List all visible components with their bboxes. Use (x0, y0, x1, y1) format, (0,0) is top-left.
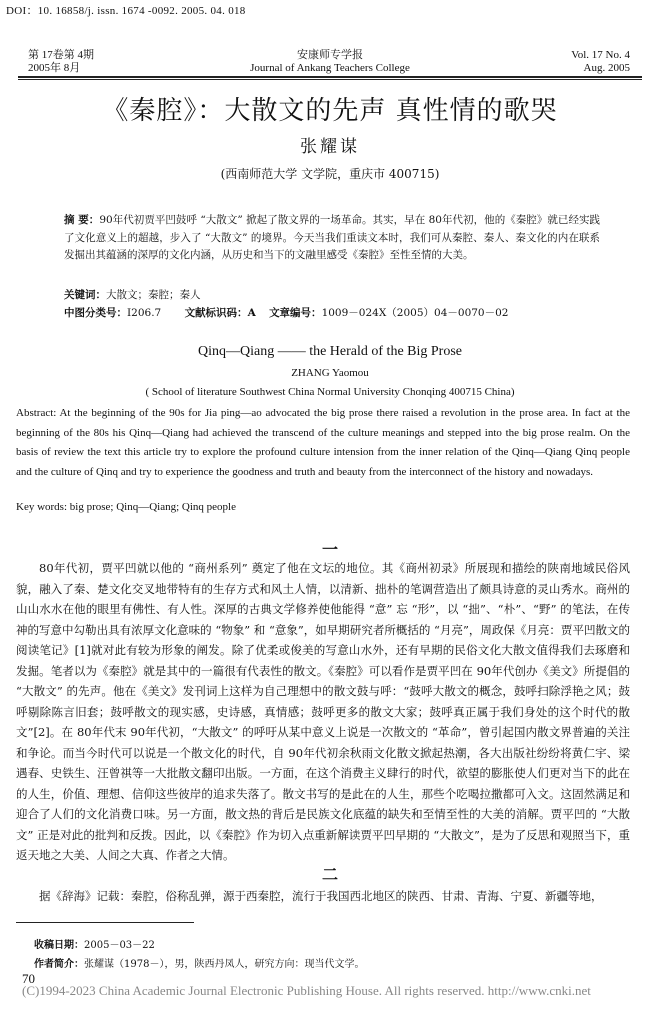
abstract-en (16, 404, 630, 482)
keywords-cn-label: 关键词： (64, 289, 106, 301)
footnote-rule (16, 922, 194, 923)
doc-code-label: 文献标识码： (184, 307, 248, 319)
volume-issue: 第 17卷第 4期 (28, 49, 94, 61)
abstract-cn (64, 212, 600, 265)
footnote-received (34, 936, 155, 951)
article-no-label: 文章编号： (269, 307, 322, 319)
issue-date-en: Aug. 2005 (583, 62, 630, 74)
english-affiliation: ( School of literature Southwest China Normal University Chonqing 400715 China) (145, 386, 515, 398)
received-value: 2005－03－22 (84, 940, 155, 951)
footnote-author-bio (34, 955, 364, 970)
keywords-en-label: Key words: (16, 501, 68, 513)
article-no-value: 1009－024X（2005）04－0070－02 (321, 307, 509, 319)
page-number: 70 (22, 971, 35, 986)
abstract-en-label: Abstract: (16, 407, 57, 419)
journal-volume-info-en (571, 49, 630, 75)
clc-group (64, 307, 171, 319)
article-no-group (269, 307, 518, 319)
paper-author: 张耀谋 (300, 137, 360, 157)
bio-value: 张耀谋（1978－），男，陕西丹凤人，研究方向：现当代文学。 (84, 959, 365, 970)
english-title: Qinq—Qiang —— the Herald of the Big Prose (197, 344, 462, 359)
author-affiliation: (西南师范大学 文学院，重庆市 400715) (220, 167, 440, 181)
abstract-en-text: At the beginning of the 90s for Jia ping—ao advocated the big prose there raised a revolution in the prose area. In fact at the beginning of the 80s his Qinq—Qiang had achieved the transcend of the culture meanings and stepped into the big prose realm. On the basis of review the text this article try to explore the profound culture intension from the inner relation of the Qinq—Qiang Qinq people and the culture of Qinq and try to experience the goodness and truth and beauty from the interconnect of the history and nowadays. (16, 407, 630, 478)
keywords-cn-text: 大散文；秦腔；秦人 (106, 289, 201, 301)
keywords-cn (64, 287, 201, 302)
header-rule-thin (18, 79, 642, 80)
clc-label: 中图分类号： (64, 307, 127, 319)
paper-title: 《秦腔》：大散文的先声 真性情的歌哭 (102, 96, 558, 126)
issue-date: 2005年 8月 (28, 62, 81, 74)
doc-code-group (185, 307, 256, 319)
header-rule-thick (18, 76, 642, 78)
section-heading-two: 二 (321, 865, 338, 884)
journal-name (0, 49, 660, 75)
clc-value: I206.7 (127, 307, 162, 319)
abstract-cn-label: 摘 要： (64, 214, 100, 226)
abstract-cn-text: 90年代初贾平凹鼓呼 “大散文” 掀起了散文界的一场革命。其实，早在 80年代初，他的《秦腔》就已经实践了文化意义上的超越，步入了 “大散文” 的境界。今天当我们重读文本时，我们可从秦腔、秦人、秦文化的内在联系发掘出其蕴涵的深厚的文化内涵，从历史和当下的文融里感受《秦腔》至性至情的大美。 (64, 214, 601, 261)
body-paragraph-1: 80年代初，贾平凹就以他的 “商州系列” 奠定了他在文坛的地位。其《商州初录》所展现和描绘的陕南地域民俗风貌，融入了秦、楚文化交叉地带特有的生存方式和风土人情，以清新、拙朴的笔调营造出了颇具诗意的灵山秀水。商州的山山水水在他的眼里有佛性、有人性。深厚的古典文学修养使他能得 “意” 忘 “形”，以 “拙”、“朴”、“野” 的笔法，在传神的写意中勾勒出具有浓厚文化意味的 “物象” 和 “意象”，如早期研究者所概括的 “月亮”，周政保《月亮：贾平凹散文的阅读笔记》[1]就对此有较为形象的阐发。除了优柔或俊美的写意山水外，还有早期的民俗文化大散文值得我们去琢磨和发掘。笔者以为《秦腔》就是其中的一篇很有代表性的散文。《秦腔》可以看作是贾平凹在 90年代创办《美文》所提倡的 “大散文” 的先声。他在《美文》发刊词上这样为自己理想中的散文鼓与呼：“鼓呼大散文的概念，鼓呼扫除浮艳之风；鼓呼剔除陈言旧套；鼓呼散文的现实感，史诗感，真情感；鼓呼更多的散文大家；鼓呼真正属于我们身处的这个时代的散文”[2]。在 80年代末 90年代初，“大散文” 的呼吁从某中意义上说是一次散文的 “革命”，曾引起国内散文界普遍的关注和争论。而当今时代可以说是一个散文化的时代，自 90年代初余秋雨文化散文掀起热潮，各大出版社纷纷将黄仁宇、梁遇春、史铁生、汪曾祺等一大批散文翻印出版。一方面，在这个消费主义肆行的时代，欲望的膨胀使人们更对当下的此在的人生，价值、理想、信仰这些彼岸的追求失落了。散文书写的是此在的人生，那些个吃喝拉撒都可入文。这固然满足和迎合了人们的文化消费口味。另一方面，散文热的背后是民族文化底蕴的缺失和至情至性的大美的消解。贾平凹的 “大散文” 正是对此的批判和反拨。因此，以《秦腔》作为切入点重新解读贾平凹早期的 “大散文”，是为了反思和观照当下，重返天地之大美、人间之大真、作者之大情。 (16, 561, 630, 862)
section-heading-one: 一 (321, 540, 338, 559)
doc-code-value: A (247, 307, 256, 319)
copyright-watermark: (C)1994-2023 China Academic Journal Electronic Publishing House. All rights reserved. http://www.cnki.net (22, 983, 591, 998)
doi-line: DOI：10. 16858/j. issn. 1674 -0092. 2005. 04. 018 (6, 5, 246, 17)
body-paragraph-2: 据《辞海》记载：秦腔，俗称乱弹，源于西秦腔，流行于我国西北地区的陕西、甘肃、青海、宁夏、新疆等地， (39, 889, 603, 903)
journal-name-cn: 安康师专学报 (297, 49, 363, 61)
journal-name-en: Journal of Ankang Teachers College (250, 62, 410, 74)
english-author: ZHANG Yaomou (291, 367, 369, 379)
received-label: 收稿日期： (34, 940, 84, 951)
classification-line (64, 305, 528, 320)
volume-issue-en: Vol. 17 No. 4 (571, 49, 630, 61)
keywords-en (16, 501, 236, 513)
bio-label: 作者简介： (34, 959, 84, 970)
keywords-en-text: big prose; Qinq—Qiang; Qinq people (69, 501, 236, 513)
